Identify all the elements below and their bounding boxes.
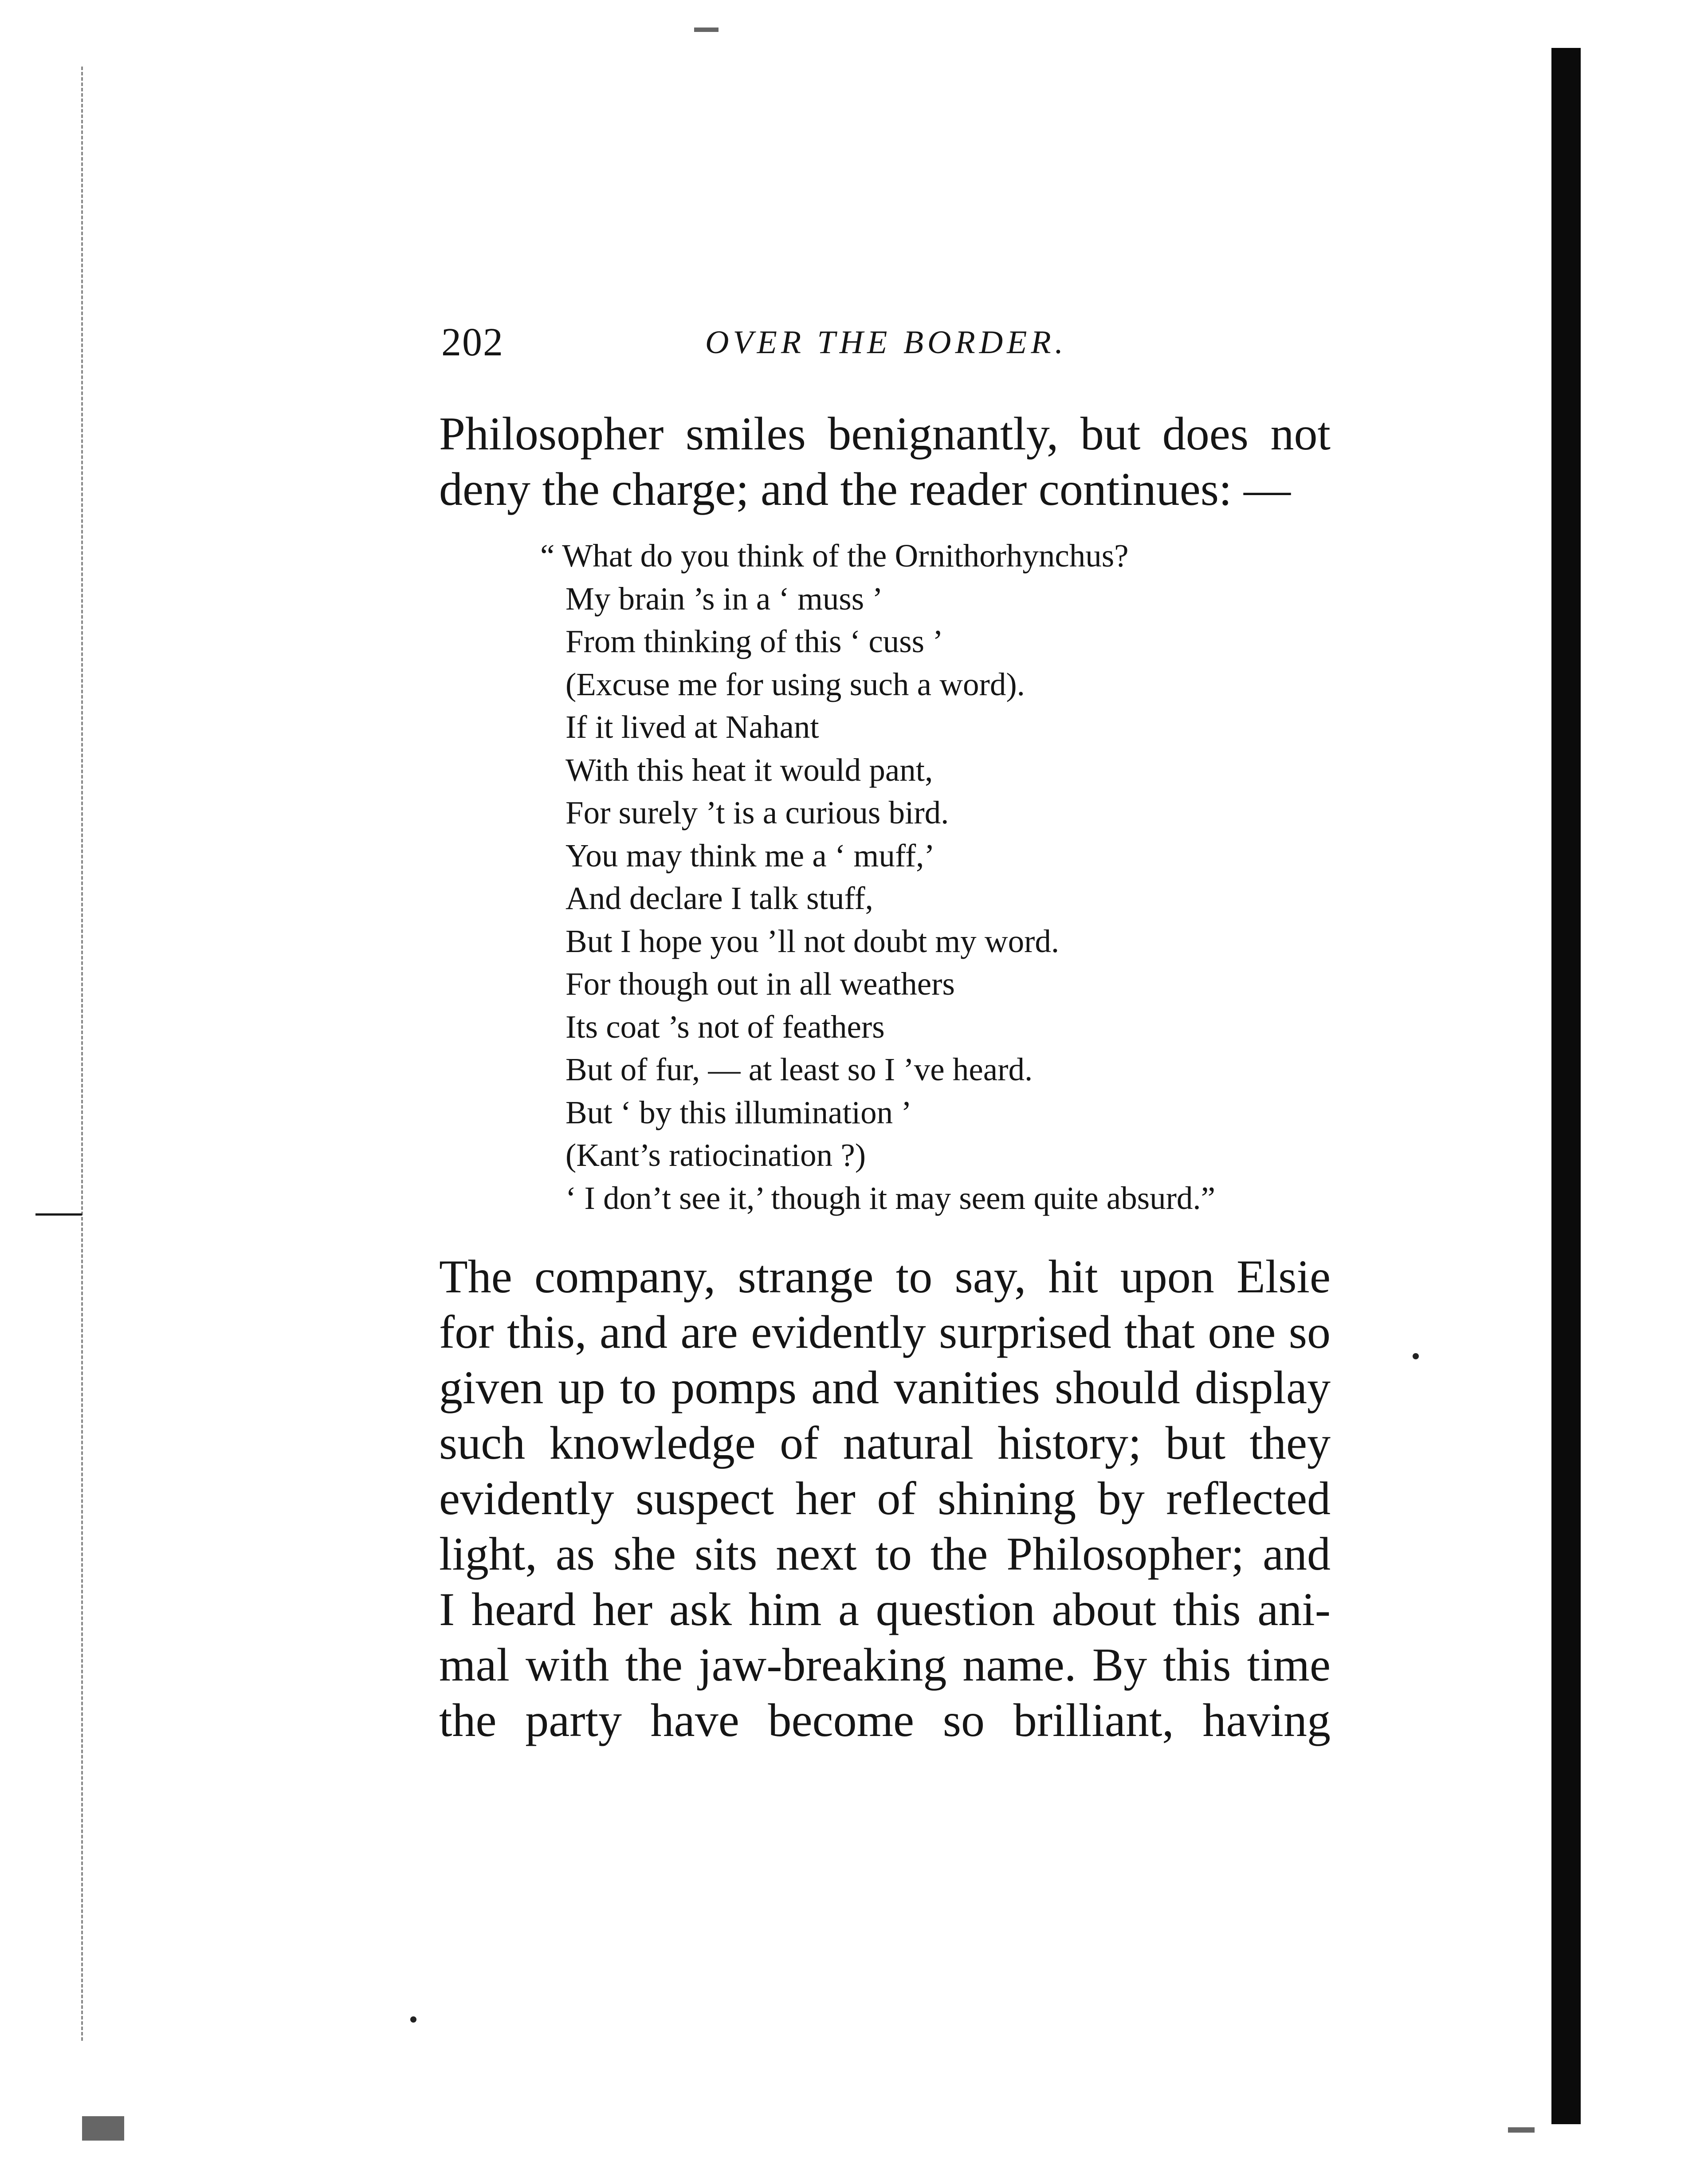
verse-line: From thinking of this ‘ cuss ’ (565, 623, 943, 659)
text-line: evidently suspect her of shining by reflected (439, 1472, 1331, 1524)
verse-line: Its coat ’s not of feathers (565, 1008, 885, 1045)
page-number: 202 (441, 320, 504, 364)
verse-line: (Kant’s ratiocination ?) (565, 1137, 866, 1173)
verse-line: For surely ’t is a curious bird. (565, 795, 949, 831)
verse-line: You may think me a ‘ muff,’ (565, 837, 935, 874)
ink-speck (1413, 1353, 1419, 1359)
text-line: given up to pomps and vanities should display (439, 1362, 1331, 1413)
verse-line: But of fur, — at least so I ’ve heard. (565, 1051, 1033, 1087)
text-line: deny the charge; and the reader continues: — (439, 463, 1291, 515)
text-line: Philosopher smiles benignantly, but does not (439, 408, 1331, 460)
verse-line: And declare I talk stuff, (565, 880, 873, 916)
text-line: mal with the jaw-breaking name. By this time (439, 1639, 1331, 1691)
intro-paragraph (439, 406, 1331, 517)
scan-smudge (82, 2116, 124, 2141)
scan-margin-tick (35, 1213, 82, 1216)
scan-smudge (694, 28, 719, 32)
text-line: for this, and are evidently surprised that one so (439, 1306, 1331, 1358)
verse-line: With this heat it would pant, (565, 752, 933, 788)
verse-line: For though out in all weathers (565, 966, 955, 1002)
scan-margin-line (81, 67, 83, 2041)
body-paragraph (439, 1249, 1331, 1748)
scan-edge-bar (1551, 48, 1581, 2124)
verse-line: ‘ I don’t see it,’ though it may seem quite absurd.” (565, 1180, 1216, 1216)
verse-line: But ‘ by this illumination ’ (565, 1094, 912, 1130)
ink-speck (410, 2016, 416, 2023)
verse-line: (Excuse me for using such a word). (565, 666, 1025, 702)
verse-block (540, 535, 1321, 1220)
running-title: OVER THE BORDER. (705, 324, 1068, 361)
text-line: The company, strange to say, hit upon Elsie (439, 1251, 1331, 1303)
verse-line: But I hope you ’ll not doubt my word. (565, 923, 1060, 959)
verse-line: My brain ’s in a ‘ muss ’ (565, 580, 883, 617)
verse-line: “ What do you think of the Ornithorhynchus? (540, 538, 1129, 574)
scan-smudge (1508, 2127, 1535, 2133)
text-line: the party have become so brilliant, having (439, 1694, 1331, 1746)
verse-line: If it lived at Nahant (565, 709, 819, 745)
text-line: I heard her ask him a question about this ani- (439, 1583, 1331, 1635)
text-line: such knowledge of natural history; but they (439, 1417, 1331, 1469)
running-head (441, 316, 1084, 369)
text-line: light, as she sits next to the Philosopher; and (439, 1528, 1331, 1580)
